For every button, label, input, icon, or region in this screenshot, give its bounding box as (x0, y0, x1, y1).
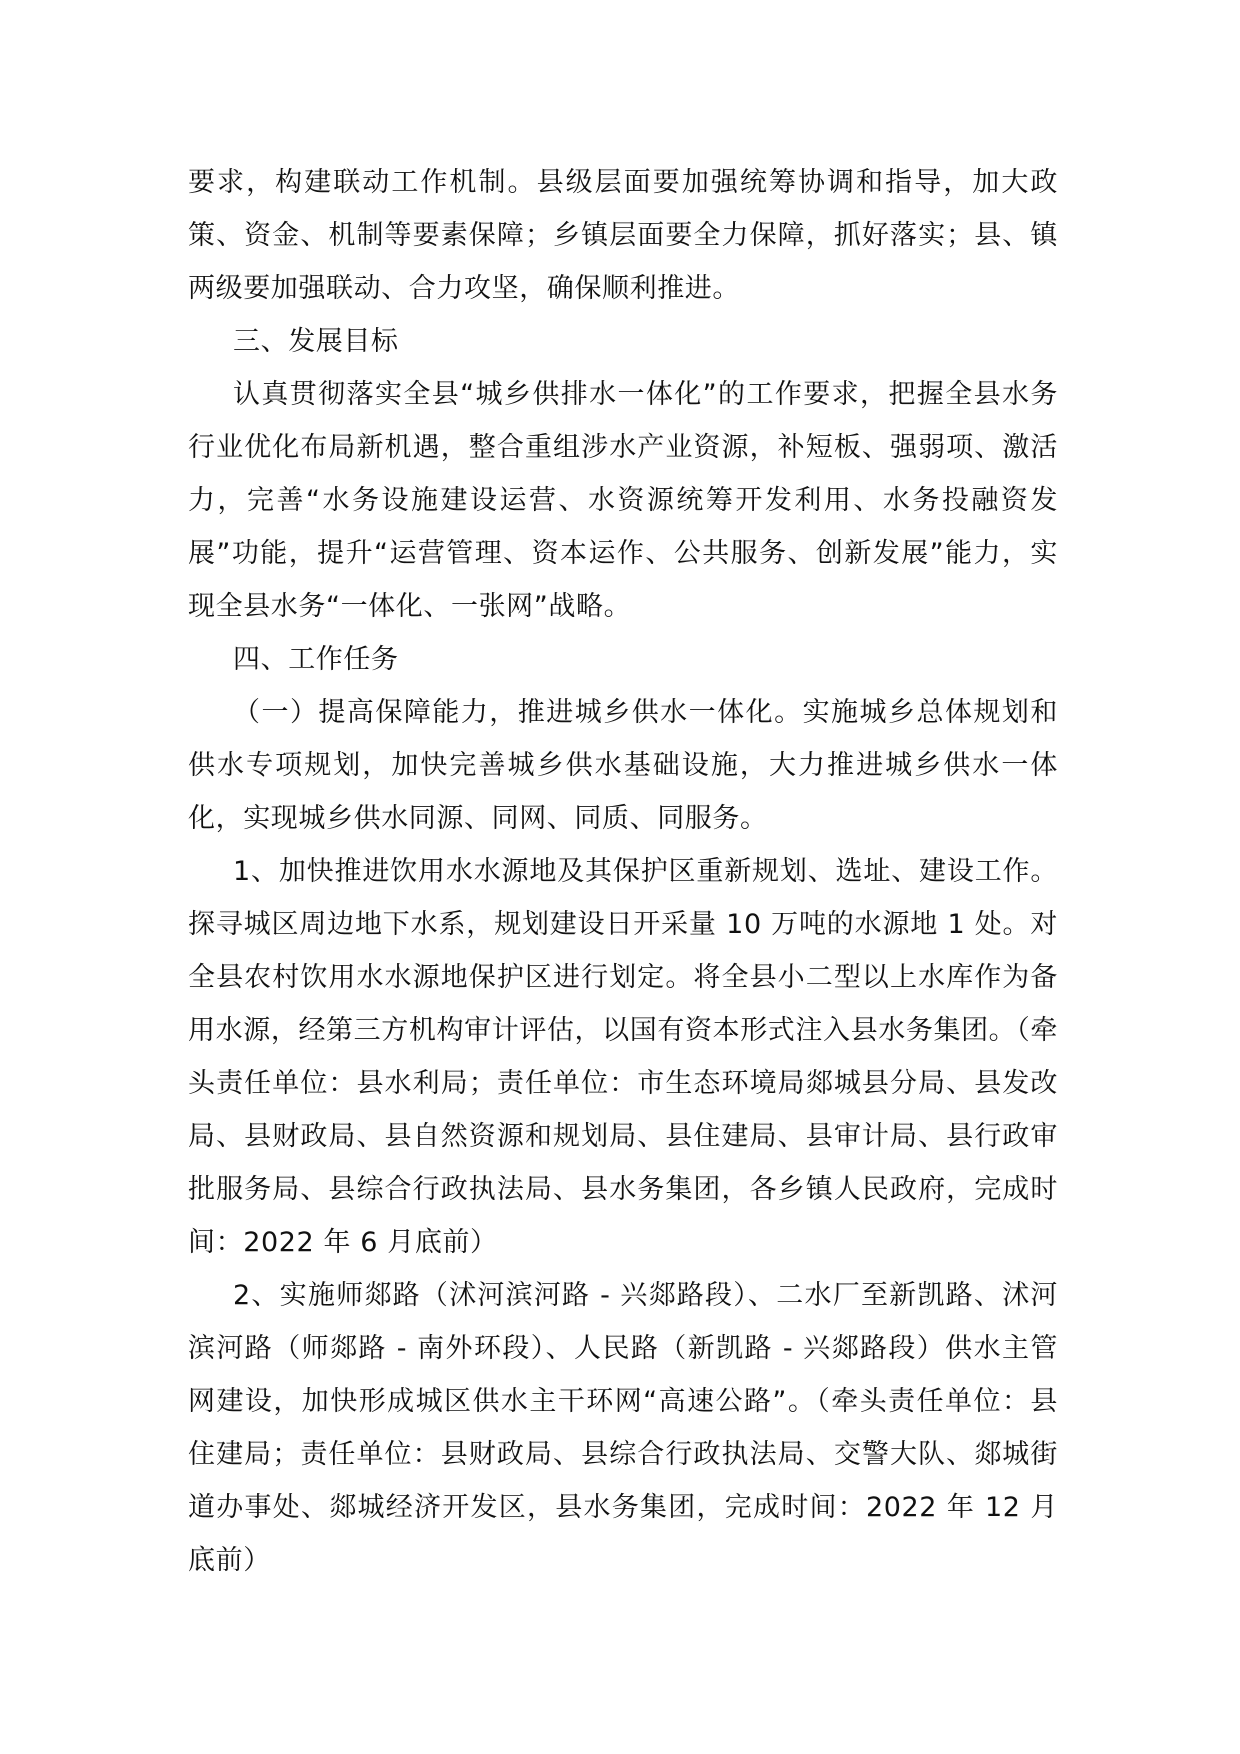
task-item-1-paragraph: 1、加快推进饮用水水源地及其保护区重新规划、选址、建设工作。探寻城区周边地下水系，规划建设日开采量 10 万吨的水源地 1 处。对全县农村饮用水水源地保护区进行划定。将全县小二型以上水库作为备用水源，经第三方机构审计评估，以国有资本形式注入县水务集团。（牵头责任单位：县水利局；责任单位：市生态环境局郯城县分局、县发改局、县财政局、县自然资源和规划局、县住建局、县审计局、县行政审批服务局、县综合行政执法局、县水务集团，各乡镇人民政府，完成时间：2022 年 6 月底前） (188, 856, 1058, 1258)
goals-paragraph: 认真贯彻落实全县“城乡供排水一体化”的工作要求，把握全县水务行业优化布局新机遇，整合重组涉水产业资源，补短板、强弱项、激活力，完善“水务设施建设运营、水资源统筹开发利用、水务投融资发展”功能，提升“运营管理、资本运作、公共服务、创新发展”能力，实现全县水务“一体化、一张网”战略。 (188, 379, 1058, 622)
task-item-2-paragraph: 2、实施师郯路（沭河滨河路 - 兴郯路段）、二水厂至新凯路、沭河滨河路（师郯路 - 南外环段）、人民路（新凯路 - 兴郯路段）供水主管网建设，加快形成城区供水主干环网“高速公路”。（牵头责任单位：县住建局；责任单位：县财政局、县综合行政执法局、交警大队、郯城街道办事处、郯城经济开发区，县水务集团，完成时间：2022 年 12 月底前） (188, 1280, 1058, 1576)
continuation-paragraph: 要求，构建联动工作机制。县级层面要加强统筹协调和指导，加大政策、资金、机制等要素保障；乡镇层面要全力保障，抓好落实；县、镇两级要加强联动、合力攻坚，确保顺利推进。 (188, 167, 1058, 304)
document-body (188, 156, 1058, 1587)
section-heading-work-tasks: 四、工作任务 (233, 644, 399, 675)
section-heading-development-goals: 三、发展目标 (233, 326, 399, 357)
task-1-paragraph: （一）提高保障能力，推进城乡供水一体化。实施城乡总体规划和供水专项规划，加快完善城乡供水基础设施，大力推进城乡供水一体化，实现城乡供水同源、同网、同质、同服务。 (188, 697, 1058, 834)
